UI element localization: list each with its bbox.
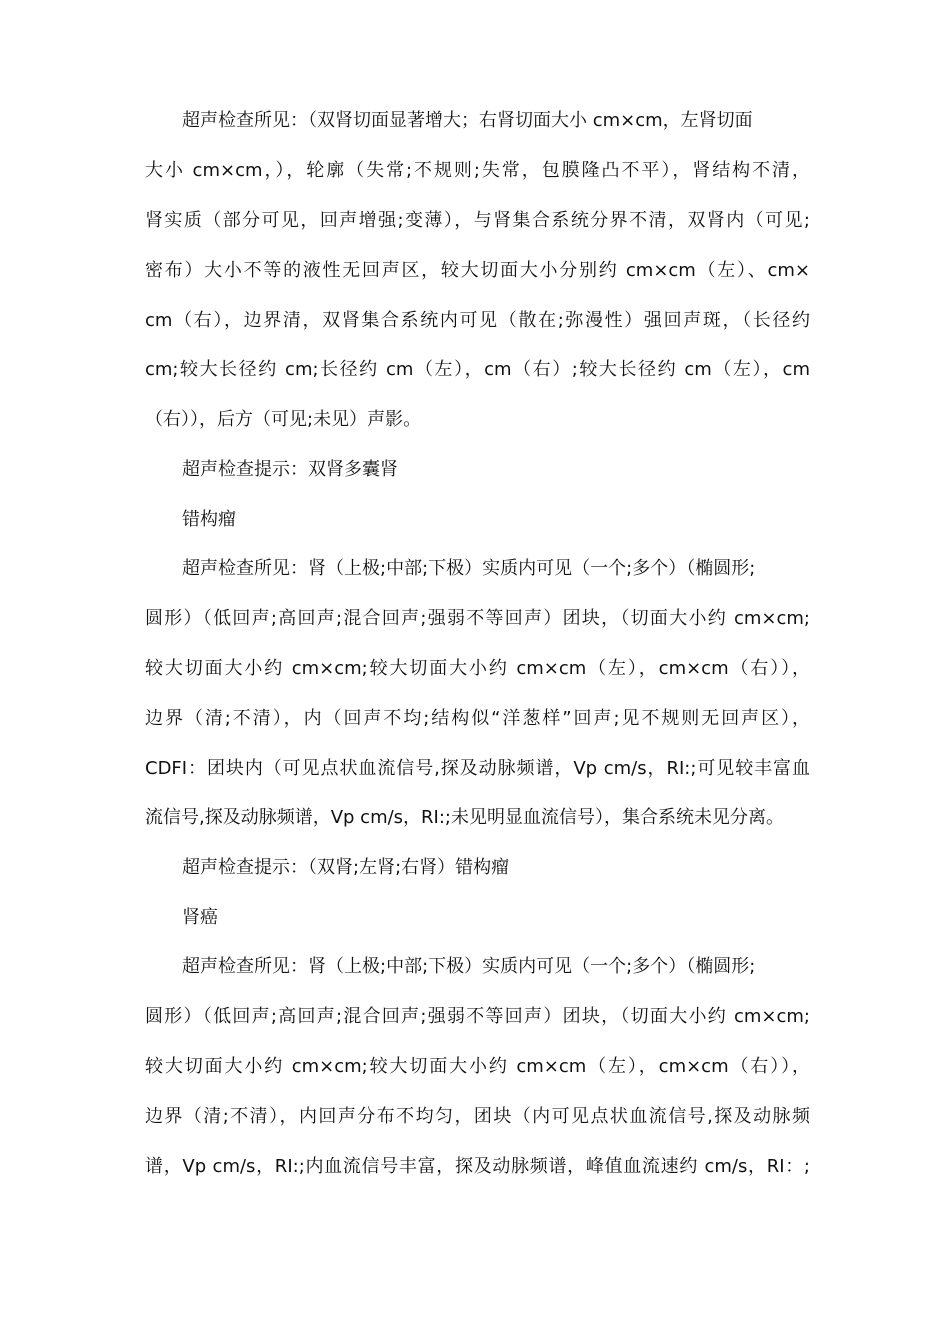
paragraph-3-line-2: 圆形）（低回声;高回声;混合回声;强弱不等回声）团块，（切面大小约 cm×cm;: [145, 1006, 810, 1027]
paragraph-3-line-5: 谱，Vp cm/s，RI:;内血流信号丰富，探及动脉频谱，峰值血流速约 cm/s，RI：;: [145, 1156, 810, 1177]
paragraph-1-line-2: 大小 cm×cm，），轮廓（失常;不规则;失常，包膜隆凸不平），肾结构不清，: [145, 160, 810, 181]
diagnosis-hamartoma: 超声检查提示：（双肾;左肾;右肾）错构瘤: [182, 857, 510, 878]
paragraph-3-line-1: 超声检查所见：肾（上极;中部;下极）实质内可见（一个;多个）（椭圆形;: [182, 956, 756, 977]
paragraph-3-line-4: 边界（清;不清），内回声分布不均匀，团块（内可见点状血流信号,探及动脉频: [145, 1106, 810, 1127]
paragraph-1-line-5: cm（右），边界清，双肾集合系统内可见（散在;弥漫性）强回声斑，（长径约: [145, 310, 810, 331]
paragraph-1-line-1: 超声检查所见：（双肾切面显著增大；右肾切面大小 cm×cm，左肾切面: [182, 110, 753, 131]
section-heading-renal-cancer: 肾癌: [182, 907, 218, 928]
paragraph-2-line-5: CDFI：团块内（可见点状血流信号,探及动脉频谱，Vp cm/s，RI:;可见较丰富血: [145, 758, 810, 779]
paragraph-2-line-3: 较大切面大小约 cm×cm;较大切面大小约 cm×cm（左），cm×cm（右）），: [145, 658, 810, 679]
paragraph-2-line-6: 流信号,探及动脉频谱，Vp cm/s，RI:;未见明显血流信号），集合系统未见分离。: [145, 807, 784, 828]
paragraph-2-line-2: 圆形）（低回声;高回声;混合回声;强弱不等回声）团块，（切面大小约 cm×cm;: [145, 608, 810, 629]
diagnosis-polycystic-kidney: 超声检查提示：双肾多囊肾: [182, 459, 398, 480]
paragraph-1-line-6: cm;较大长径约 cm;长径约 cm（左），cm（右）;较大长径约 cm（左），cm: [145, 359, 810, 380]
paragraph-1-line-7: （右）），后方（可见;未见）声影。: [145, 409, 422, 430]
paragraph-1-line-3: 肾实质（部分可见，回声增强;变薄），与肾集合系统分界不清，双肾内（可见;: [145, 210, 810, 231]
paragraph-1-line-4: 密布）大小不等的液性无回声区，较大切面大小分别约 cm×cm（左）、cm×: [145, 260, 810, 281]
section-heading-hamartoma: 错构瘤: [182, 509, 236, 530]
paragraph-2-line-4: 边界（清;不清），内（回声不均;结构似“洋葱样”回声;见不规则无回声区），: [145, 708, 810, 729]
paragraph-2-line-1: 超声检查所见：肾（上极;中部;下极）实质内可见（一个;多个）（椭圆形;: [182, 558, 756, 579]
paragraph-3-line-3: 较大切面大小约 cm×cm;较大切面大小约 cm×cm（左），cm×cm（右）），: [145, 1056, 810, 1077]
